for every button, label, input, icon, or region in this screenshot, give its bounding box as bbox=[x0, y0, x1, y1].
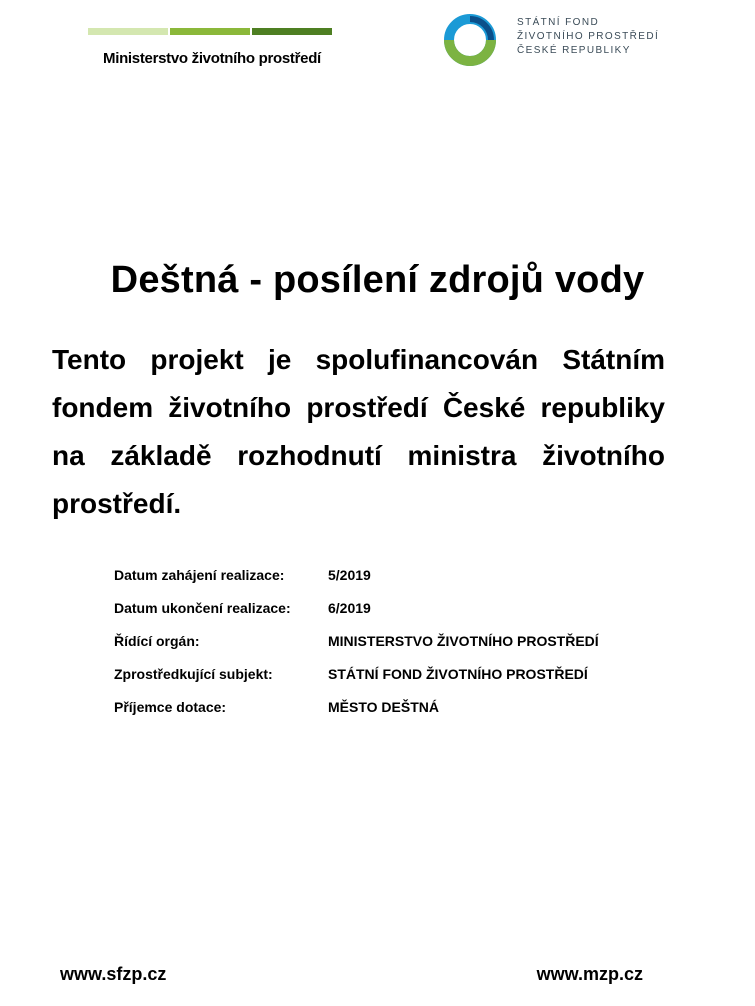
page-title: Deštná - posílení zdrojů vody bbox=[110, 259, 645, 301]
detail-row-start-date bbox=[114, 558, 599, 591]
ministry-logo-bar-light bbox=[88, 28, 168, 35]
detail-row-intermediary bbox=[114, 657, 599, 690]
detail-label: Datum zahájení realizace: bbox=[114, 566, 285, 583]
fund-swirl-icon bbox=[441, 9, 499, 71]
detail-row-recipient bbox=[114, 690, 599, 723]
funding-statement: Tento projekt je spolufinancován Státním fondem životního prostředí České republiky na základě rozhodnutí ministra životního prostředí. bbox=[52, 344, 665, 519]
ministry-logo-bar-mid bbox=[170, 28, 250, 35]
fund-swirl-center bbox=[458, 28, 482, 52]
detail-value: 5/2019 bbox=[328, 566, 371, 583]
detail-value: MĚSTO DEŠTNÁ bbox=[328, 698, 439, 715]
fund-logo-text bbox=[517, 16, 659, 58]
detail-label: Příjemce dotace: bbox=[114, 698, 227, 715]
detail-label: Zprostředkující subjekt: bbox=[114, 665, 273, 682]
detail-row-end-date bbox=[114, 591, 599, 624]
fund-logo-line-1: STÁTNÍ FOND bbox=[517, 17, 600, 28]
ministry-logo bbox=[88, 28, 332, 67]
mzp-website-link[interactable]: www.mzp.cz bbox=[536, 964, 643, 984]
project-details bbox=[114, 558, 599, 723]
detail-label: Řídící orgán: bbox=[114, 632, 200, 649]
ministry-logo-bar-dark bbox=[252, 28, 332, 35]
detail-value: MINISTERSTVO ŽIVOTNÍHO PROSTŘEDÍ bbox=[328, 632, 599, 649]
ministry-logo-bars bbox=[88, 28, 332, 35]
detail-row-managing-authority bbox=[114, 624, 599, 657]
detail-value: STÁTNÍ FOND ŽIVOTNÍHO PROSTŘEDÍ bbox=[328, 665, 588, 682]
sfzp-website-link[interactable]: www.sfzp.cz bbox=[60, 964, 167, 984]
ministry-logo-text: Ministerstvo životního prostředí bbox=[103, 50, 321, 67]
detail-value: 6/2019 bbox=[328, 599, 371, 616]
fund-logo bbox=[441, 9, 659, 71]
detail-label: Datum ukončení realizace: bbox=[114, 599, 291, 616]
fund-logo-line-3: ČESKÉ REPUBLIKY bbox=[517, 45, 631, 56]
fund-logo-line-2: ŽIVOTNÍHO PROSTŘEDÍ bbox=[517, 31, 660, 42]
